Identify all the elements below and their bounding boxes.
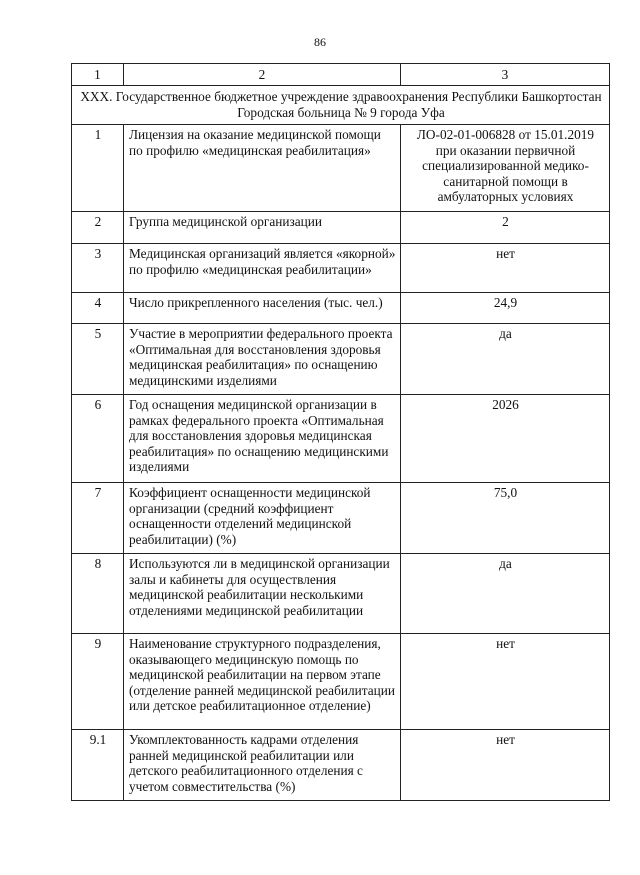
row-value: нет (401, 730, 610, 801)
table-row (72, 395, 610, 483)
table-row (72, 244, 610, 293)
row-number: 7 (72, 483, 124, 554)
table-row (72, 293, 610, 324)
row-number: 1 (72, 125, 124, 212)
row-description: Лицензия на оказание медицинской помощи по профилю «медицинская реабилитация» (124, 125, 401, 212)
row-value: да (401, 324, 610, 395)
header-cell-description: 2 (124, 64, 401, 86)
table-row (72, 324, 610, 395)
table-row (72, 730, 610, 801)
row-description: Наименование структурного подразделения, оказывающего медицинскую помощь по медицинской реабилитации на первом этапе (отделение ранней медицинской реабилитации или детское реабилитационное отделение) (124, 634, 401, 730)
row-number: 3 (72, 244, 124, 293)
row-description: Участие в мероприятии федерального проекта «Оптимальная для восстановления здоровья медицинская реабилитация» по оснащению медицинскими изделиями (124, 324, 401, 395)
row-value: 2026 (401, 395, 610, 483)
row-number: 8 (72, 554, 124, 634)
table-row (72, 483, 610, 554)
row-number: 9.1 (72, 730, 124, 801)
row-description: Коэффициент оснащенности медицинской организации (средний коэффициент оснащенности отделений медицинской реабилитации) (%) (124, 483, 401, 554)
header-cell-value: 3 (401, 64, 610, 86)
row-value: нет (401, 634, 610, 730)
page-number: 86 (314, 35, 326, 49)
row-value: ЛО-02-01-006828 от 15.01.2019 при оказании первичной специализированной медико-санитарной помощи в амбулаторных условиях (401, 125, 610, 212)
row-value: 24,9 (401, 293, 610, 324)
row-number: 6 (72, 395, 124, 483)
row-description: Число прикрепленного населения (тыс. чел.) (124, 293, 401, 324)
data-table (71, 63, 610, 801)
row-number: 9 (72, 634, 124, 730)
row-value: нет (401, 244, 610, 293)
row-description: Укомплектованность кадрами отделения ранней медицинской реабилитации или детского реабилитационного отделения с учетом совместительства (%) (124, 730, 401, 801)
row-description: Группа медицинской организации (124, 212, 401, 244)
row-value: да (401, 554, 610, 634)
table-row (72, 554, 610, 634)
header-cell-number: 1 (72, 64, 124, 86)
row-value: 2 (401, 212, 610, 244)
row-value: 75,0 (401, 483, 610, 554)
table-header-row (72, 64, 610, 86)
section-title: XXX. Государственное бюджетное учреждение здравоохранения Республики Башкортостан Городская больница № 9 города Уфа (72, 86, 610, 125)
table-row (72, 125, 610, 212)
row-description: Год оснащения медицинской организации в рамках федерального проекта «Оптимальная для восстановления здоровья медицинская реабилитация» по оснащению медицинскими изделиями (124, 395, 401, 483)
row-description: Используются ли в медицинской организации залы и кабинеты для осуществления медицинской реабилитации несколькими отделениями медицинской реабилитации (124, 554, 401, 634)
row-number: 2 (72, 212, 124, 244)
row-description: Медицинская организаций является «якорной» по профилю «медицинская реабилитации» (124, 244, 401, 293)
row-number: 4 (72, 293, 124, 324)
table-row (72, 634, 610, 730)
row-number: 5 (72, 324, 124, 395)
section-row (72, 86, 610, 125)
table-row (72, 212, 610, 244)
